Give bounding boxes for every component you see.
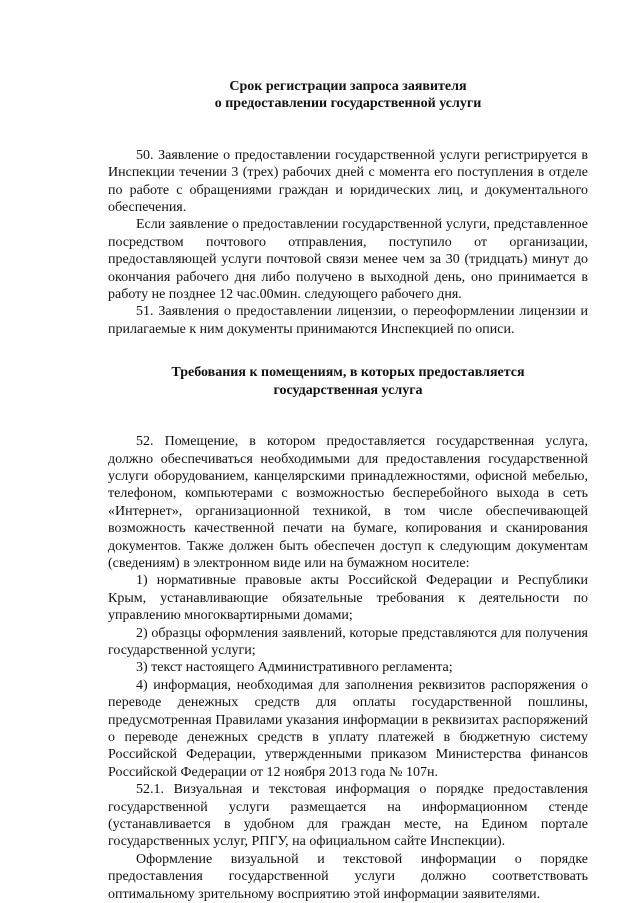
paragraph-52: 52. Помещение, в котором предоставляется государственная услуга, должно обеспечиваться необходимыми для предоставления государственной услуги оборудованием, канцелярскими принадлежностями, офисной мебелью, телефоном, компьютерами с возможностью бесперебойного выхода в сеть «Интернет», организационной техникой, в том числе обеспечивающей возможность качественной печати на бумаге, копирования и сканирования документов. Также должен быть обеспечен доступ к следующим документам (сведениям) в электронном виде или на бумажном носителе: <box>108 434 588 571</box>
spacer <box>108 113 588 147</box>
heading-line: государственная услуга <box>273 382 423 398</box>
paragraph-51: 51. Заявления о предоставлении лицензии, о переоформлении лицензии и прилагаемые к ним документы принимаются Инспекцией по описи. <box>108 304 588 337</box>
list-item-3: 3) текст настоящего Административного регламента; <box>136 660 453 676</box>
section-heading-registration <box>108 78 588 113</box>
spacer <box>108 338 588 364</box>
list-item-4: 4) информация, необходимая для заполнения реквизитов распоряжения о переводе денежных средств для оплаты государственной пошлины, предусмотренная Правилами указания информации в реквизитах распоряжений о переводе денежных средств в уплату платежей в бюджетную систему Российской Федерации, утвержденными приказом Министерства финансов Российской Федерации от 12 ноября 2013 года № 107н. <box>108 677 588 780</box>
document-page <box>108 78 588 903</box>
list-item-1: 1) нормативные правовые акты Российской Федерации и Республики Крым, устанавливающие обязательные требования к деятельности по управлению многоквартирными домами; <box>108 573 588 624</box>
paragraph-design: Оформление визуальной и текстовой информации о порядке предоставления государственной услуги должно соответствовать оптимальному зрительному восприятию этой информации заявителями. <box>108 851 588 902</box>
paragraph-postal: Если заявление о предоставлении государственной услуги, представленное посредством почтового отправления, поступило от организации, предоставляющей услуги почтовой связи менее чем за 30 (тридцать) минут до окончания рабочего дня либо получено в выходной день, оно принимается в работу не позднее 12 час.00мин. следующего рабочего дня. <box>108 217 588 303</box>
section-heading-premises <box>108 364 588 399</box>
paragraph-50: 50. Заявление о предоставлении государственной услуги регистрируется в Инспекции течении 3 (трех) рабочих дней с момента его поступления в отделе по работе с обращениями граждан и юридических лиц, и документального обеспечения. <box>108 147 588 216</box>
heading-line: о предоставлении государственной услуги <box>214 96 482 112</box>
spacer <box>108 399 588 433</box>
paragraph-52-1: 52.1. Визуальная и текстовая информация о порядке предоставления государственной услуги размещается на информационном стенде (устанавливается в удобном для граждан месте, на Едином портале государственных услуг, РПГУ, на официальном сайте Инспекции). <box>108 782 588 850</box>
list-item-2: 2) образцы оформления заявлений, которые представляются для получения государственной услуги; <box>108 625 588 658</box>
heading-line: Требования к помещениям, в которых предоставляется <box>171 365 525 381</box>
heading-line: Срок регистрации запроса заявителя <box>229 79 467 94</box>
